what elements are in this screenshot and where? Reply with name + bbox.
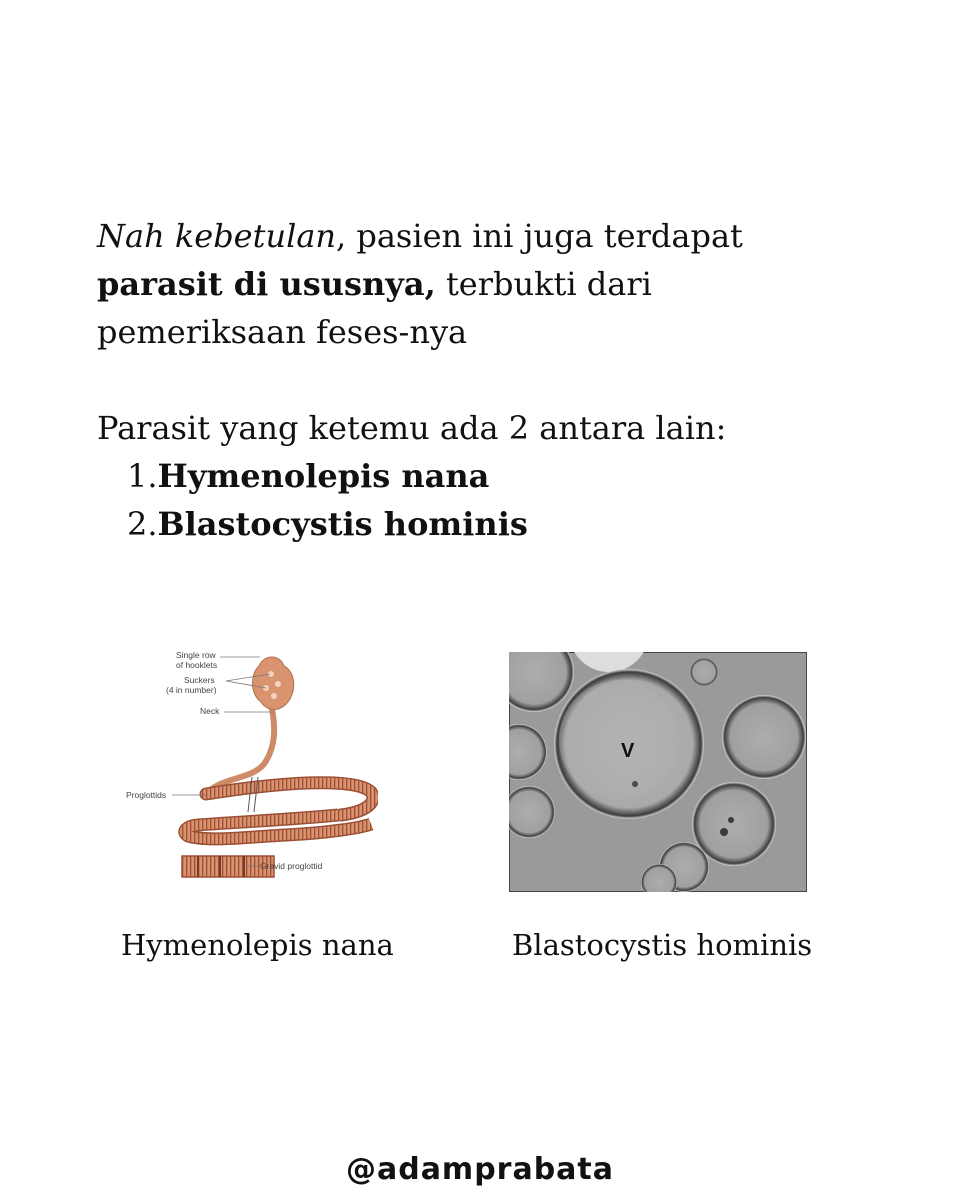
list-item: [127, 500, 817, 548]
label-hooklets: of hooklets: [176, 660, 218, 670]
label-neck: Neck: [200, 706, 220, 716]
label-gravid: Gravid proglottid: [260, 861, 323, 871]
list-item-name: Blastocystis hominis: [157, 505, 528, 543]
parasites-heading: Parasit yang ketemu ada 2 antara lain:: [97, 409, 727, 447]
intro-line-2: parasit di ususnya, terbukti dari: [97, 265, 652, 303]
caption-hymenolepis: Hymenolepis nana: [121, 928, 394, 962]
caption-blastocystis: Blastocystis hominis: [512, 928, 813, 962]
label-suckers: Suckers: [184, 675, 215, 685]
list-number: 2.: [127, 505, 158, 543]
list-item-name: Hymenolepis nana: [157, 457, 490, 495]
list-number: 1.: [127, 457, 158, 495]
intro-italic: Nah kebetulan: [97, 217, 336, 255]
blastocystis-micrograph: [509, 652, 807, 892]
intro-bold: parasit di ususnya,: [97, 265, 436, 303]
hymenolepis-diagram: [126, 652, 378, 892]
label-suckers: (4 in number): [166, 685, 217, 695]
label-hooklets: Single row: [176, 652, 216, 660]
list-item: [127, 452, 817, 500]
author-handle: @adamprabata: [345, 1152, 615, 1187]
parasites-list: [97, 452, 817, 548]
intro-line-1: Nah kebetulan, pasien ini juga terdapat: [97, 217, 743, 255]
vacuole-label: V: [621, 740, 635, 762]
label-proglottids: Proglottids: [126, 790, 167, 800]
intro-line-3: pemeriksaan feses-nya: [97, 313, 468, 351]
intro-text: [97, 212, 817, 548]
